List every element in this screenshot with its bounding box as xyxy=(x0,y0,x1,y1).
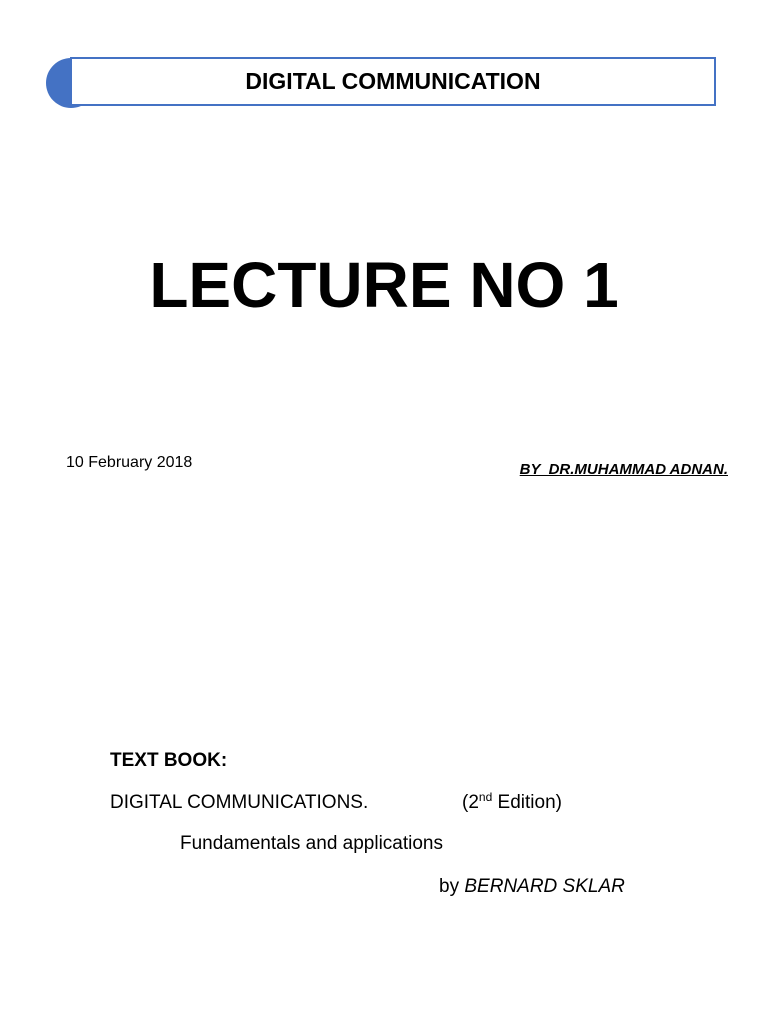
textbook-edition xyxy=(462,791,562,815)
textbook-subtitle: Fundamentals and applications xyxy=(180,833,444,854)
textbook-by-prefix: by xyxy=(439,876,465,897)
lecture-date: 10 February 2018 xyxy=(66,454,193,471)
edition-close: Edition) xyxy=(492,792,562,813)
textbook-author-line xyxy=(439,875,625,899)
lecture-title: LECTURE NO 1 xyxy=(149,249,619,321)
textbook-title: DIGITAL COMMUNICATIONS. xyxy=(110,792,369,813)
header-banner xyxy=(70,57,716,106)
edition-open: (2 xyxy=(462,792,479,813)
textbook-author: BERNARD SKLAR xyxy=(464,876,625,897)
header-title: DIGITAL COMMUNICATION xyxy=(245,68,541,94)
textbook-label: TEXT BOOK: xyxy=(110,750,228,771)
lecture-author: BY DR.MUHAMMAD ADNAN. xyxy=(519,461,728,478)
edition-superscript: nd xyxy=(478,790,493,804)
